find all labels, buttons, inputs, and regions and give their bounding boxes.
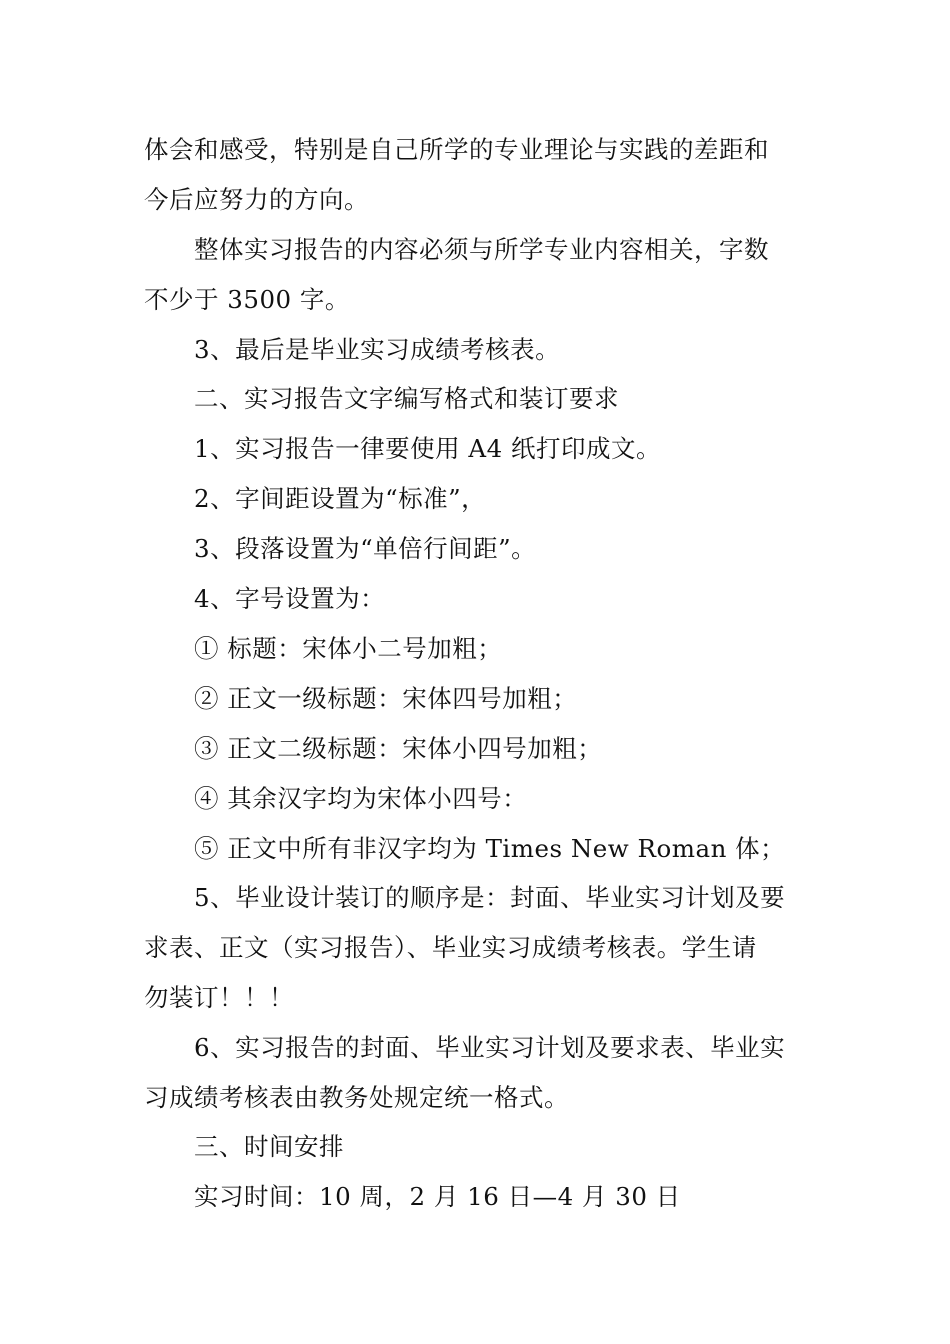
paragraph-line: 整体实习报告的内容必须与所学专业内容相关，字数 <box>194 235 769 264</box>
section-heading: 三、时间安排 <box>194 1132 344 1161</box>
paragraph-line: 勿装订！！！ <box>144 983 294 1012</box>
paragraph-line: 习成绩考核表由教务处规定统一格式。 <box>144 1083 569 1112</box>
paragraph-line: 体会和感受，特别是自己所学的专业理论与实践的差距和 <box>144 135 769 164</box>
sub-list-item: ④ 其余汉字均为宋体小四号： <box>194 784 528 813</box>
sub-list-item: ① 标题：宋体小二号加粗； <box>194 634 503 663</box>
sub-list-item: ③ 正文二级标题：宋体小四号加粗； <box>194 734 603 763</box>
list-item: 4、字号设置为： <box>194 584 386 613</box>
list-item: 6、实习报告的封面、毕业实习计划及要求表、毕业实 <box>194 1033 786 1062</box>
list-item: 3、最后是毕业实习成绩考核表。 <box>194 335 561 364</box>
list-item: 3、段落设置为“单倍行间距”。 <box>194 534 537 563</box>
section-heading: 二、实习报告文字编写格式和装订要求 <box>194 384 619 413</box>
paragraph-line: 求表、正文（实习报告）、毕业实习成绩考核表。学生请 <box>144 933 757 962</box>
paragraph-line: 不少于 3500 字。 <box>144 285 350 314</box>
list-item: 1、实习报告一律要使用 A4 纸打印成文。 <box>194 434 661 463</box>
paragraph-line: 实习时间：10 周，2 月 16 日—4 月 30 日 <box>194 1182 681 1211</box>
list-item: 2、字间距设置为“标准”， <box>194 484 487 513</box>
list-item: 5、毕业设计装订的顺序是：封面、毕业实习计划及要 <box>194 883 786 912</box>
paragraph-line: 今后应努力的方向。 <box>144 185 369 214</box>
sub-list-item: ② 正文一级标题：宋体四号加粗； <box>194 684 578 713</box>
sub-list-item: ⑤ 正文中所有非汉字均为 Times New Roman 体； <box>194 834 786 863</box>
